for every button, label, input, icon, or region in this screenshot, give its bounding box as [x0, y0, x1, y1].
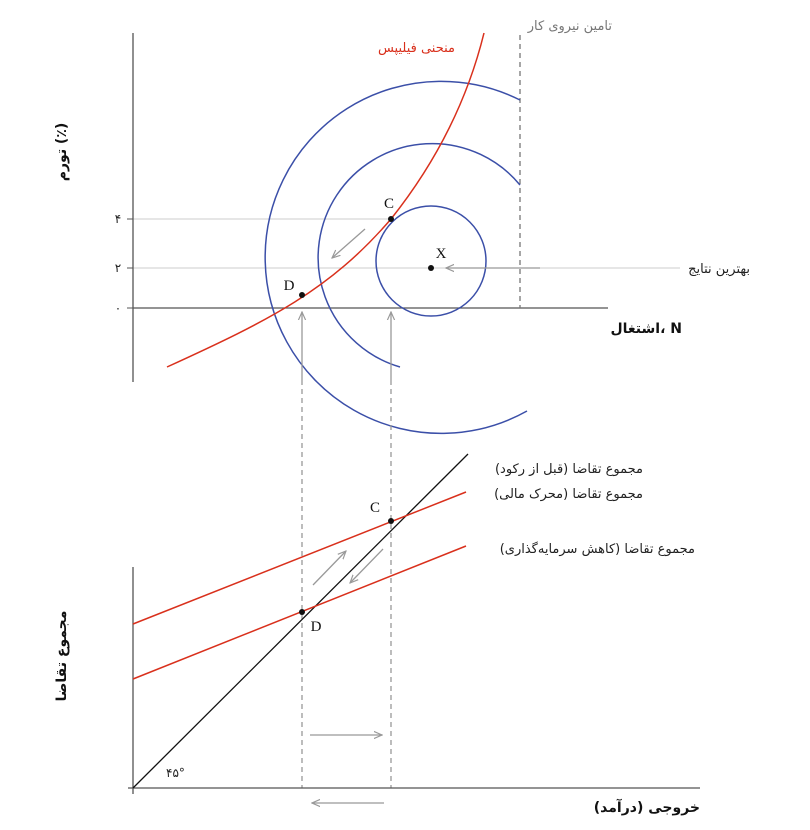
indifference-circle-inner	[376, 206, 486, 316]
point-c-bottom	[388, 518, 394, 524]
bottom-panel	[54, 454, 700, 816]
point-d-top-label: D	[283, 278, 295, 294]
point-c-bottom-label: C	[369, 500, 381, 516]
aggregate-demand-axis-label: مجموع تقاضا	[54, 610, 70, 702]
arrow-icon	[332, 229, 365, 258]
ad-investment-cut-label: مجموع تقاضا (کاهش سرمایه‌گذاری)	[499, 542, 695, 557]
ad-line-fiscal-stimulus	[133, 492, 466, 624]
y-tick-label-2: ۲	[114, 261, 122, 275]
phillips-curve	[167, 33, 484, 367]
indifference-arc-middle	[318, 144, 520, 367]
angle-label: ۴۵°	[166, 766, 185, 780]
ad-fiscal-stimulus-label: مجموع تقاضا (محرک مالی)	[494, 487, 643, 502]
point-c-top	[388, 216, 394, 222]
y-tick-label-0: ۰	[114, 301, 122, 315]
point-d-bottom-label: D	[310, 619, 322, 635]
output-axis-label: خروجی (درآمد)	[593, 800, 700, 816]
best-outcome-label: بهترین نتایج	[688, 262, 750, 277]
point-x-label: X	[435, 246, 447, 262]
point-x	[428, 265, 434, 271]
point-c-top-label: C	[383, 196, 395, 212]
forty-five-degree-line	[133, 454, 468, 788]
top-panel	[54, 19, 750, 433]
employment-axis-label: اشتغال، N	[610, 321, 682, 337]
inflation-axis-label: تورم (٪)	[54, 122, 70, 182]
y-tick-label-4: ۴	[114, 212, 122, 226]
phillips-curve-label: منحنی فیلیپس	[377, 41, 455, 56]
indifference-arc-outer	[265, 81, 527, 433]
point-d-top	[299, 292, 305, 298]
point-d-bottom	[299, 609, 305, 615]
ad-before-recession-label: مجموع تقاضا (قبل از رکود)	[494, 462, 643, 477]
labor-supply-label: تامین نیروی کار	[527, 19, 612, 34]
